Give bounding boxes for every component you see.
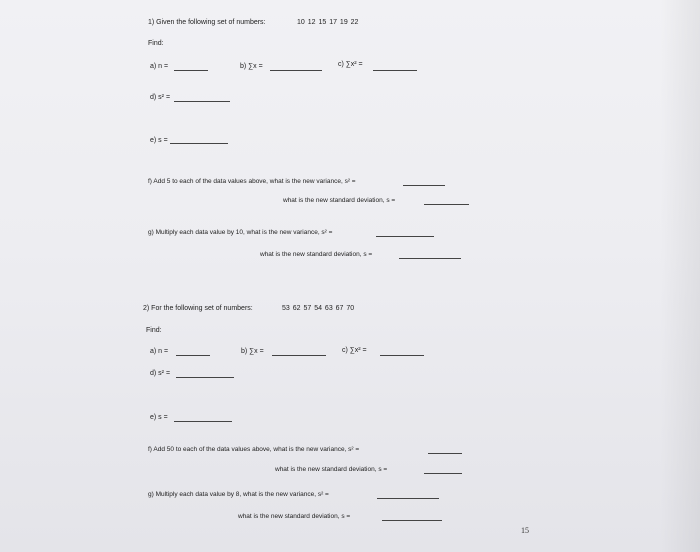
- p1-question-b: b) ∑x =: [240, 63, 263, 70]
- p2-question-f-variance: f) Add 50 to each of the data values above, what is the new variance, s² =: [148, 446, 360, 453]
- page-number: 15: [521, 526, 529, 535]
- p1-question-e: e) s =: [150, 137, 168, 144]
- p1-question-g-variance: g) Multiply each data value by 10, what is the new variance, s² =: [148, 229, 333, 236]
- p2-answer-f-variance-line: [428, 453, 462, 454]
- p2-question-d: d) s² =: [150, 370, 171, 377]
- p1-question-d: d) s² =: [150, 94, 171, 101]
- p1-answer-b-line: [270, 70, 322, 71]
- problem-2-title: 2) For the following set of numbers:: [143, 305, 253, 312]
- p2-answer-b-line: [272, 355, 326, 356]
- p1-question-c: c) ∑x² =: [338, 61, 363, 68]
- p2-question-c: c) ∑x² =: [342, 347, 367, 354]
- page-edge-shadow: [660, 0, 700, 552]
- p1-answer-f-sd-line: [424, 204, 469, 205]
- problem-1-title: 1) Given the following set of numbers:: [148, 19, 266, 26]
- p2-question-g-sd: what is the new standard deviation, s =: [238, 513, 351, 520]
- problem-1-numbers: 10 12 15 17 19 22: [297, 19, 359, 26]
- problem-2-find: Find:: [146, 327, 162, 334]
- p2-answer-d-line: [176, 377, 234, 378]
- problem-1-find: Find:: [148, 40, 164, 47]
- p2-answer-g-variance-line: [377, 498, 439, 499]
- p1-answer-g-variance-line: [376, 236, 434, 237]
- p2-question-a: a) n =: [150, 348, 169, 355]
- p2-question-b: b) ∑x =: [241, 348, 264, 355]
- problem-2-numbers: 53 62 57 54 63 67 70: [282, 305, 355, 312]
- p2-answer-f-sd-line: [424, 473, 462, 474]
- p1-answer-d-line: [174, 101, 230, 102]
- p2-answer-e-line: [174, 421, 232, 422]
- p2-answer-c-line: [380, 355, 424, 356]
- p1-answer-c-line: [373, 70, 417, 71]
- p2-question-f-sd: what is the new standard deviation, s =: [275, 466, 388, 473]
- p1-question-g-sd: what is the new standard deviation, s =: [260, 251, 373, 258]
- p1-question-f-variance: f) Add 5 to each of the data values above, what is the new variance, s² =: [148, 178, 356, 185]
- p2-answer-a-line: [176, 355, 210, 356]
- p1-answer-g-sd-line: [399, 258, 461, 259]
- p1-answer-a-line: [174, 70, 208, 71]
- p2-question-e: e) s =: [150, 414, 168, 421]
- p1-question-f-sd: what is the new standard deviation, s =: [283, 197, 396, 204]
- p1-answer-f-variance-line: [403, 185, 445, 186]
- p1-answer-e-line: [170, 143, 228, 144]
- p2-answer-g-sd-line: [382, 520, 442, 521]
- p1-question-a: a) n =: [150, 63, 169, 70]
- p2-question-g-variance: g) Multiply each data value by 8, what is the new variance, s² =: [148, 491, 329, 498]
